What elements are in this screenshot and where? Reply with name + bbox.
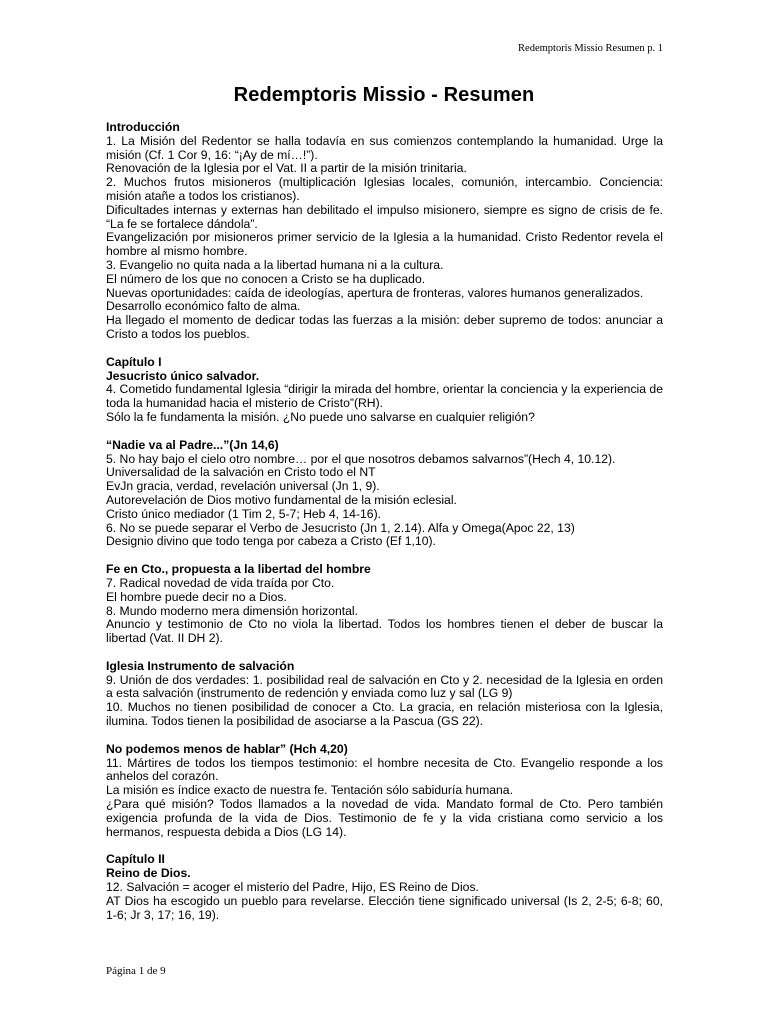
- body-paragraph: Evangelización por misioneros primer servicio de la Iglesia a la humanidad. Cristo Redentor revela el hombre al mismo hombre.: [106, 230, 663, 259]
- body-paragraph: 2. Muchos frutos misioneros (multiplicación Iglesias locales, comunión, intercambio. Conciencia: misión atañe a todos los cristianos).: [106, 175, 663, 203]
- body-paragraph: 11. Mártires de todos los tiempos testimonio: el hombre necesita de Cto. Evangelio responde a los anhelos del corazón.: [106, 755, 663, 784]
- document-title: Redemptoris Missio - Resumen: [233, 84, 535, 106]
- running-header: Redemptoris Missio Resumen p. 1: [518, 43, 663, 54]
- body-paragraph: El hombre puede decir no a Dios.: [106, 589, 287, 604]
- body-paragraph: Autorevelación de Dios motivo fundamental de la misión eclesial.: [106, 492, 457, 507]
- document-body: [106, 121, 663, 922]
- section-heading: Fe en Cto., propuesta a la libertad del hombre: [106, 562, 371, 577]
- section-heading: Jesucristo único salvador.: [106, 368, 260, 383]
- section-spacer: [106, 549, 663, 563]
- body-paragraph: 4. Cometido fundamental Iglesia “dirigir la mirada del hombre, orientar la conciencia y la experiencia de toda la humanidad hacia el misterio de Cristo”(RH).: [106, 382, 663, 411]
- section-heading: Capítulo II: [106, 852, 165, 867]
- body-paragraph: EvJn gracia, verdad, revelación universal (Jn 1, 9).: [106, 479, 380, 494]
- section: [106, 743, 663, 840]
- body-paragraph: 8. Mundo moderno mera dimensión horizontal.: [106, 603, 359, 618]
- body-paragraph: El número de los que no conocen a Cristo se ha duplicado.: [106, 271, 426, 286]
- section-heading: Iglesia Instrumento de salvación: [106, 658, 295, 673]
- section-heading: Capítulo I: [106, 354, 162, 369]
- body-paragraph: ¿Para qué misión? Todos llamados a la novedad de vida. Mandato formal de Cto. Pero también exigencia profunda de la vida de Dios. Testimonio de fe y la vida cristiana como servicio a los hermanos, respuesta debida a Dios (LG 14).: [106, 797, 663, 839]
- section-heading: “Nadie va al Padre...”(Jn 14,6): [106, 437, 279, 452]
- body-paragraph: Dificultades internas y externas han debilitado el impulso misionero, siempre es signo de crisis de fe. “La fe se fortalece dándola”.: [106, 202, 663, 231]
- body-paragraph: 6. No se puede separar el Verbo de Jesucristo (Jn 1, 2.14). Alfa y Omega(Apoc 22, 13): [106, 520, 575, 535]
- body-paragraph: AT Dios ha escogido un pueblo para revelarse. Elección tiene significado universal (Is 2, 2-5; 6-8; 60, 1-6; Jr 3, 17; 16, 19).: [106, 893, 663, 922]
- section: [106, 356, 663, 425]
- body-paragraph: 10. Muchos no tienen posibilidad de conocer a Cto. La gracia, en relación misteriosa con la Iglesia, ilumina. Todos tienen la posibilidad de asociarse a la Pascua (GS 22).: [106, 700, 663, 729]
- section-heading: No podemos menos de hablar” (Hch 4,20): [106, 741, 348, 756]
- page-footer: Página 1 de 9: [106, 965, 166, 977]
- body-paragraph: Cristo único mediador (1 Tim 2, 5-7; Heb 4, 14-16).: [106, 506, 382, 521]
- body-paragraph: Ha llegado el momento de dedicar todas las fuerzas a la misión: deber supremo de todos: anunciar a Cristo a todos los pueblos.: [106, 313, 663, 341]
- section-heading: Introducción: [106, 120, 180, 134]
- section: [106, 121, 663, 342]
- body-paragraph: La misión es índice exacto de nuestra fe. Tentación sólo sabiduría humana.: [106, 783, 513, 798]
- section-spacer: [106, 839, 663, 853]
- section: [106, 439, 663, 549]
- body-paragraph: 7. Radical novedad de vida traída por Cto.: [106, 575, 335, 590]
- section: [106, 660, 663, 729]
- body-paragraph: Anuncio y testimonio de Cto no viola la libertad. Todos los hombres tienen el deber de buscar la libertad (Vat. II DH 2).: [106, 617, 663, 646]
- body-paragraph: Designio divino que todo tenga por cabeza a Cristo (Ef 1,10).: [106, 534, 436, 549]
- body-paragraph: 3. Evangelio no quita nada a la libertad humana ni a la cultura.: [106, 257, 444, 272]
- body-paragraph: Universalidad de la salvación en Cristo todo el NT: [106, 465, 376, 480]
- body-paragraph: Desarrollo económico falto de alma.: [106, 299, 301, 314]
- section-spacer: [106, 729, 663, 743]
- section-spacer: [106, 342, 663, 356]
- body-paragraph: Sólo la fe fundamenta la misión. ¿No puede uno salvarse en cualquier religión?: [106, 409, 535, 424]
- body-paragraph: 1. La Misión del Redentor se halla todavía en sus comienzos contemplando la humanidad. Urge la misión (Cf. 1 Cor 9, 16: “¡Ay de mí…!”).: [106, 133, 663, 162]
- section: [106, 563, 663, 646]
- section: [106, 853, 663, 922]
- body-paragraph: 5. No hay bajo el cielo otro nombre… por el que nosotros debamos salvarnos”(Hech 4, 10.12).: [106, 451, 616, 466]
- section-heading: Reino de Dios.: [106, 866, 191, 881]
- section-spacer: [106, 425, 663, 439]
- body-paragraph: 9. Unión de dos verdades: 1. posibilidad real de salvación en Cto y 2. necesidad de la Iglesia en orden a esta salvación (instrumento de redención y enviada como luz y sal (LG 9): [106, 672, 663, 701]
- body-paragraph: Nuevas oportunidades: caída de ideologías, apertura de fronteras, valores humanos generalizados.: [106, 285, 644, 300]
- body-paragraph: 12. Salvación = acoger el misterio del Padre, Hijo, ES Reino de Dios.: [106, 880, 479, 895]
- section-spacer: [106, 646, 663, 660]
- body-paragraph: Renovación de la Iglesia por el Vat. II a partir de la misión trinitaria.: [106, 161, 467, 176]
